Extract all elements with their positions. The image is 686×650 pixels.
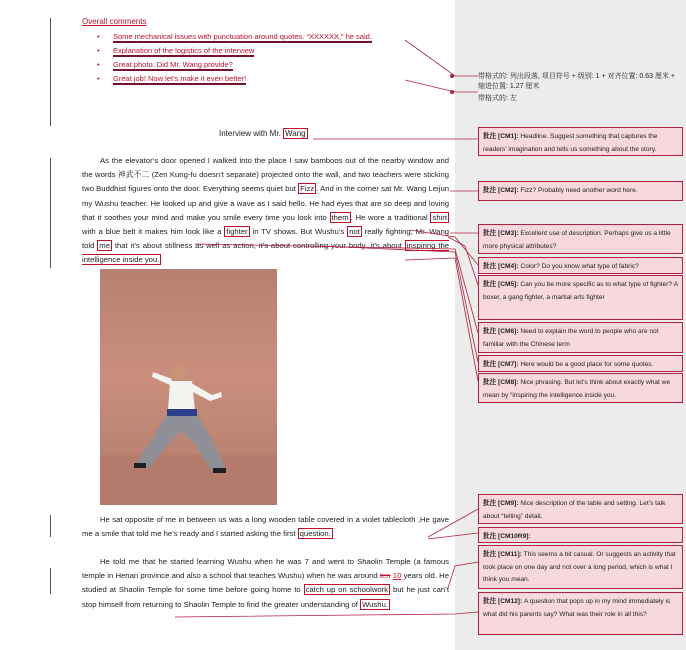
paragraph-3[interactable]: He told me that he started learning Wushu when he was 7 and went to Shaolin Temple (a famous temple in Henan province and also a school that teaches Wushu) when he was around ten 10 years old. He studied at Shaolin Temple for some time before going home to catch up on schoolwork but he just can’t stop himself from returning to Shaolin Temple to find the greater understanding of Wushu. [82, 557, 449, 609]
inserted-text: 10 [392, 571, 402, 581]
overall-comment-item[interactable]: • Great photo. Did Mr. Wang provide? [97, 60, 233, 69]
change-bar [50, 158, 51, 268]
comment-balloon[interactable]: 批注 [CM3]: Excellent use of description. Perhaps give us a little more physical attributes? [478, 224, 683, 254]
paragraph-1[interactable]: As the elevator’s door opened I walked into the place I saw bamboos out of the nearby window and the words 神武不二 (Zen Kung-fu doesn’t separate) projected onto the wall, and two teachers were sticking two Buddhist figures onto the door. Everything seems quiet but Fizz . And in the corner sat Mr. Wang Leijun my Wushu teacher. He looked up and give a wave as I said hello. He had eyes that are so deep and loving that it soothes your mind and make you smile every time you look into them . He wore a traditional shirt with a blue belt it makes him look like a fighter in TV shows. But Wushu’s not really fighting, Mr. Wang told me that it’s about stillness as well as action, it’s about controlling your body ,it’s about inspiring the intelligence inside you. [82, 156, 450, 265]
comment-balloon[interactable]: 批注 [CM11]: This seems a bit casual. Or suggests an activity that took place on one day and not over a long period, which is what I think you mean. [478, 545, 683, 589]
commented-text: me [99, 241, 110, 251]
comment-balloon[interactable]: 批注 [CM5]: Can you be more specific as to what type of fighter? A boxer, a gang fighter, a martial arts fighter [478, 275, 683, 320]
overall-comment-item[interactable]: • Explanation of the logistics of the interview [97, 46, 255, 55]
format-change-note[interactable]: 带格式的: 左 [478, 95, 517, 102]
commented-text: not [349, 227, 360, 237]
comment-balloon[interactable]: 批注 [CM12]: A question that pops up in my mind immediately is what did his parents say? What was their role in all this? [478, 592, 683, 635]
comment-balloon[interactable]: 批注 [CM10R9]: [478, 527, 683, 543]
martial-artist-figure-icon [100, 269, 277, 505]
change-bar [50, 568, 51, 594]
anchor-dot [450, 74, 454, 78]
deleted-text: ten [379, 571, 391, 581]
comment-balloon[interactable]: 批注 [CM8]: Nice phrasing. But let’s think about exactly what we mean by “inspiring the intelligence inside you. [478, 373, 683, 403]
comment-balloon[interactable]: 批注 [CM1]: Headline. Suggest something that captures the readers’ imagination and tells us something about the story. [478, 127, 683, 156]
commented-text: Fizz [300, 184, 315, 194]
commented-text: catch up on schoolwork [305, 585, 389, 595]
paragraph-2[interactable]: He sat opposite of me in between us was a long wooden table covered in a violet tablecloth ,He gave me a smile that told me he’s ready and I started asking the first question. [82, 515, 449, 539]
commented-text: inspiring the intelligence inside you. [82, 241, 450, 265]
comment-balloon[interactable]: 批注 [CM4]: Color? Do you know what type of fabric? [478, 257, 683, 274]
headline[interactable]: Interview with Mr. Wang [219, 129, 306, 138]
commented-text: Wang [285, 129, 306, 138]
overall-comment-item[interactable]: • Some mechanical issues with punctuation around quotes. “XXXXXX,” he said. [97, 32, 372, 41]
anchor-dot [450, 90, 454, 94]
comment-balloon[interactable]: 批注 [CM6]: Need to explain the word to people who are not familiar with the Chinese term [478, 322, 683, 353]
wushu-photo [100, 269, 277, 505]
commented-text: Wushu. [362, 599, 388, 609]
commented-text: question. [299, 529, 331, 539]
commented-text: shirt [432, 212, 447, 222]
commented-text: them [331, 212, 349, 222]
format-change-note[interactable]: 带格式的: 列出段落, 项目符号 + 级别: 1 + 对齐位置: 0.63 厘米 + 缩进位置: 1.27 厘米 [478, 73, 676, 90]
change-bar [50, 18, 51, 126]
commented-text: fighter [226, 227, 248, 237]
change-bar [50, 515, 51, 537]
overall-comment-item[interactable]: • Great job! Now let’s make it even better! [97, 74, 247, 83]
overall-comments-title[interactable]: Overall comments [82, 17, 147, 26]
comment-balloon[interactable]: 批注 [CM2]: Fizz? Probably need another word here. [478, 181, 683, 201]
comment-balloon[interactable]: 批注 [CM7]: Here would be a good place for some quotes. [478, 355, 683, 372]
comment-balloon[interactable]: 批注 [CM9]: Nice description of the table and setting. Let’s talk about “telling” detail. [478, 494, 683, 524]
